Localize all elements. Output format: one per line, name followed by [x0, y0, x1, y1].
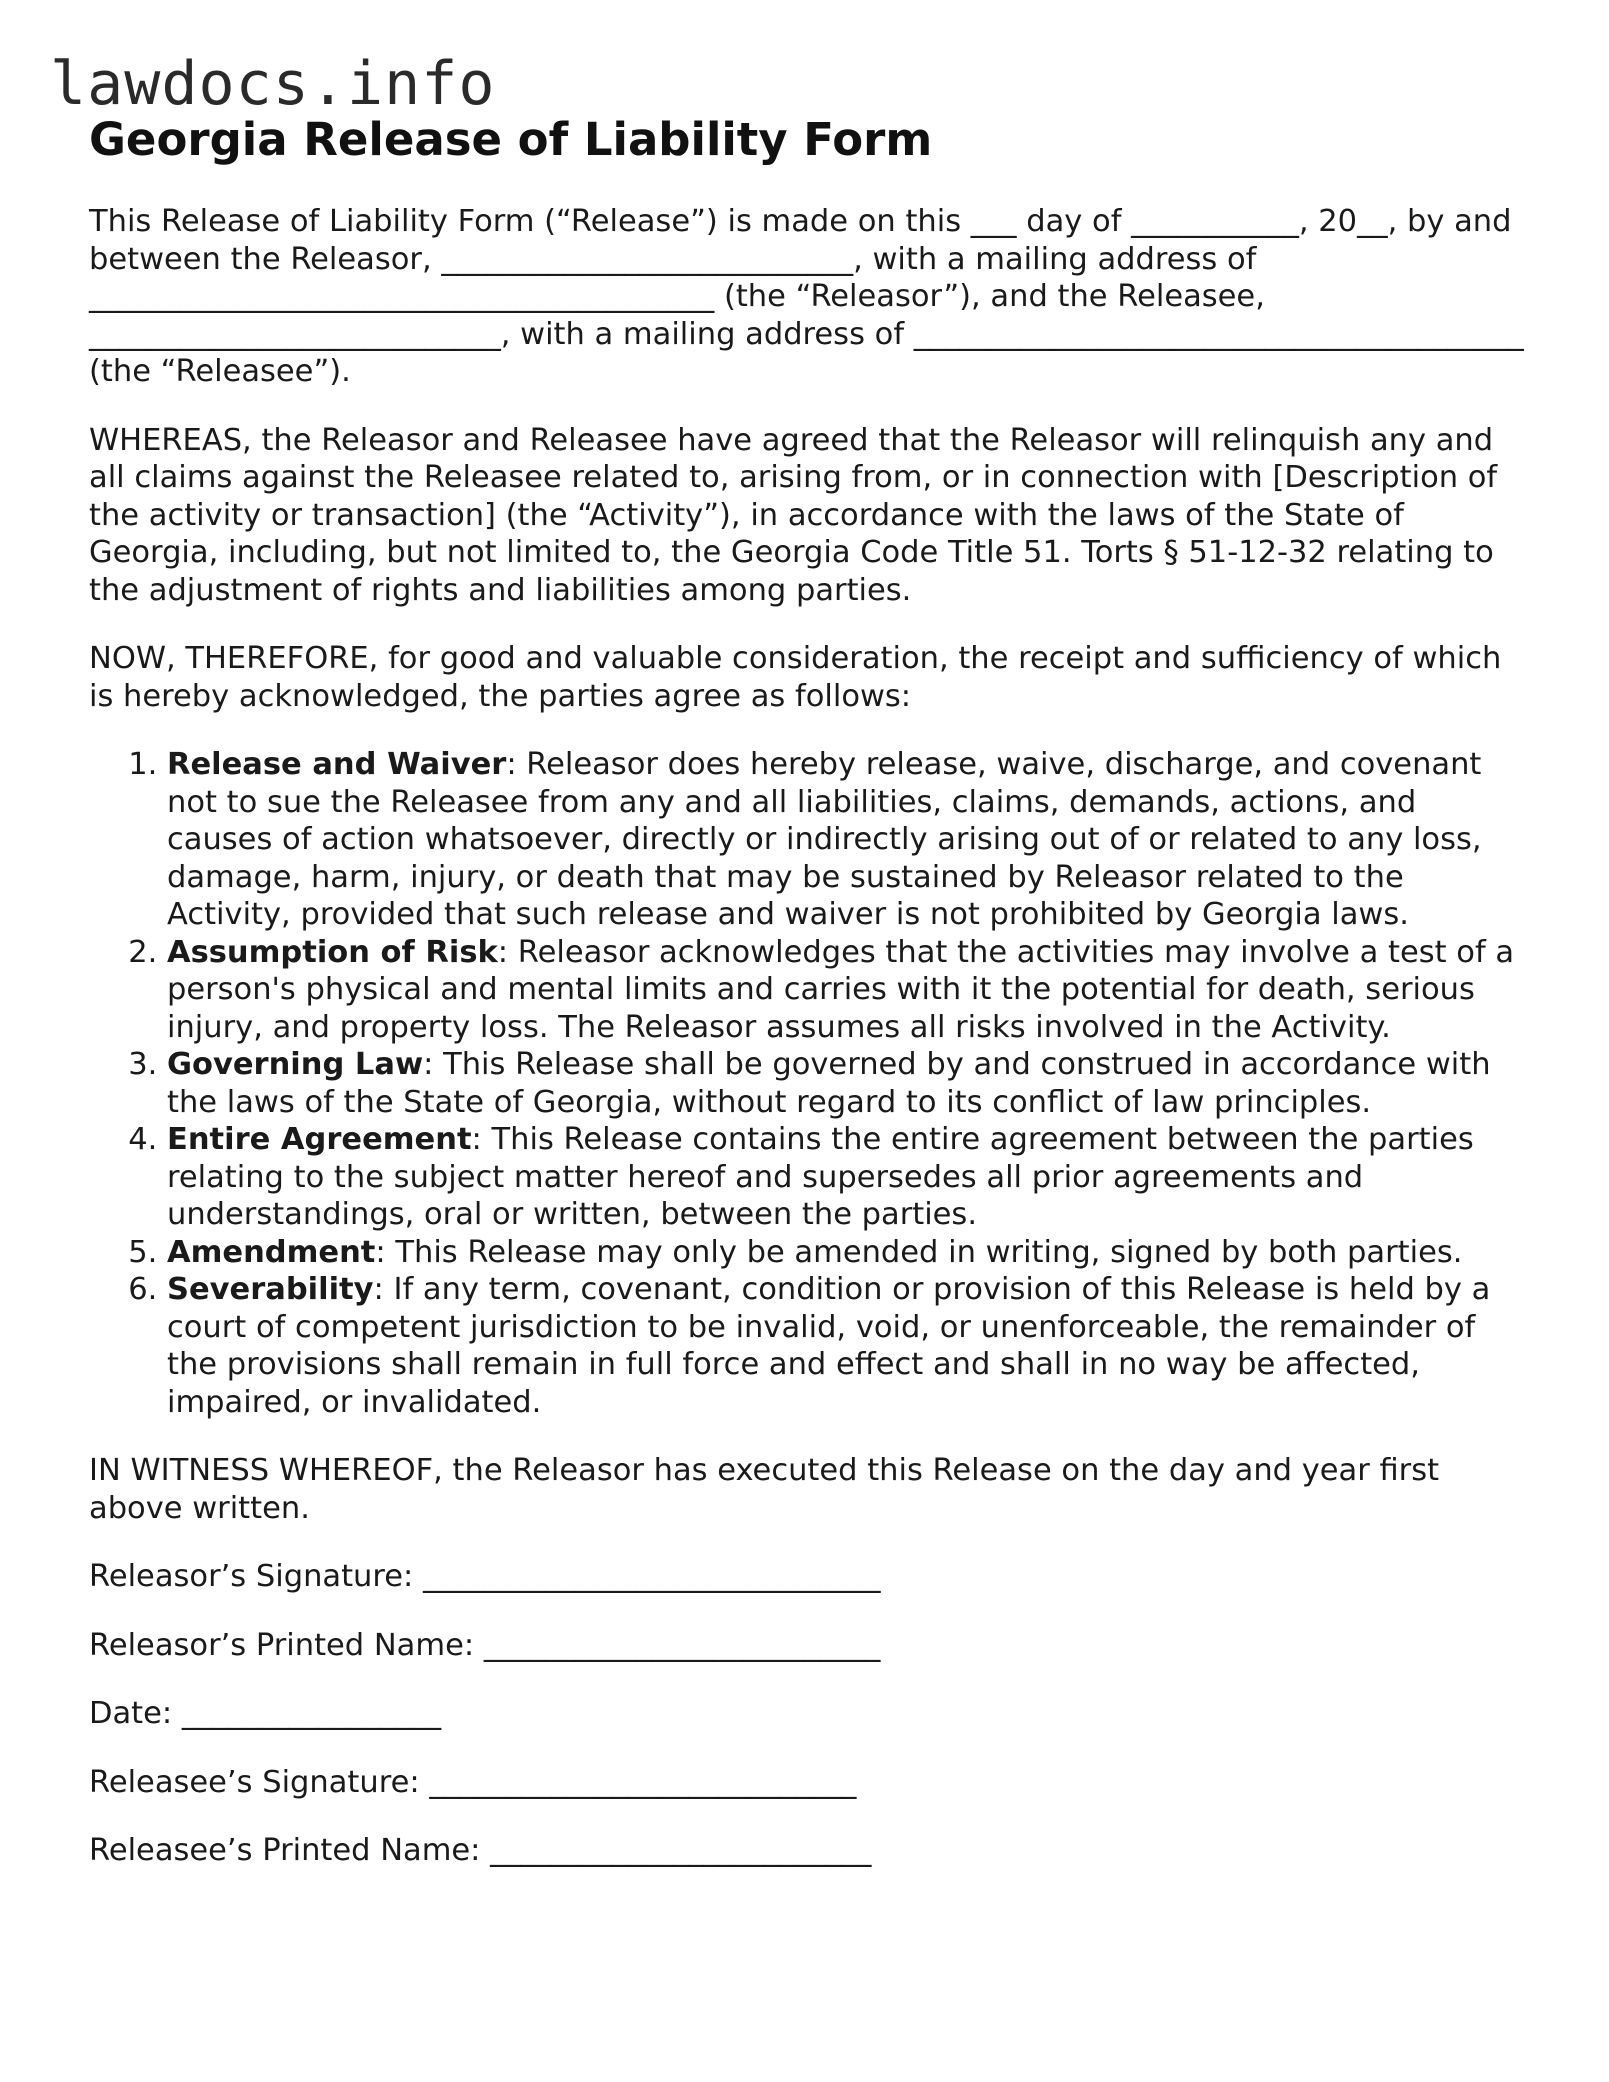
releasee-printed-name-line: Releasee’s Printed Name: _________________________ [89, 1833, 872, 1868]
date-line: Date: _________________ [89, 1696, 442, 1731]
clause-governing-law [167, 1046, 1529, 1121]
clause-entire-agreement [167, 1121, 1529, 1234]
clause-release-and-waiver [167, 746, 1529, 934]
clause-assumption-of-risk [167, 934, 1529, 1047]
whereas-paragraph: WHEREAS, the Releasor and Releasee have agreed that the Releasor will relinquish any and all claims against the Releasee related to, arising from, or in connection with [Description of the activity or transaction] (the “Activity”), in accordance with the laws of the State of Georgia, including, but not limited to, the Georgia Code Title 51. Torts § 51-12-32 relating to the adjustment of rights and liabilities among parties. [89, 422, 1498, 608]
clause-term: Severability [167, 1272, 374, 1307]
site-watermark: lawdocs.info [50, 49, 496, 119]
releasor-printed-name-line: Releasor’s Printed Name: __________________________ [89, 1627, 881, 1663]
clause-term: Amendment [167, 1234, 376, 1270]
clause-text: : Releasor acknowledges that the activities may involve a test of a person's physical and mental limits and carries with it the potential for death, serious injury, and property loss. The Releasor assumes all risks involved in the Activity. [167, 934, 1515, 1045]
releasor-signature-line: Releasor’s Signature: ______________________________ [89, 1559, 881, 1594]
clause-term: Release and Waiver [167, 747, 507, 782]
document-title: Georgia Release of Liability Form [89, 113, 933, 166]
clause-text: : This Release contains the entire agreement between the parties relating to the subject matter hereof and supersedes all prior agreements and understandings, oral or written, between the parties. [167, 1122, 1474, 1232]
now-therefore-paragraph: NOW, THEREFORE, for good and valuable consideration, the receipt and sufficiency of which is hereby acknowledged, the parties agree as follows: [89, 641, 1502, 714]
clause-text: : If any term, covenant, condition or provision of this Release is held by a court of competent jurisdiction to be invalid, void, or unenforceable, the remainder of the provisions shall remain in full force and effect and shall in no way be affected, impaired, or invalidated. [167, 1272, 1491, 1420]
clause-amendment [167, 1234, 1529, 1272]
releasee-signature-line: Releasee’s Signature: ____________________________ [89, 1764, 857, 1800]
clause-text: : This Release shall be governed by and construed in accordance with the laws of the State of Georgia, without regard to its conflict of law principles. [167, 1047, 1491, 1120]
clause-term: Entire Agreement [167, 1122, 472, 1157]
clause-term: Governing Law [167, 1047, 424, 1082]
clause-term: Assumption of Risk [167, 934, 498, 970]
clauses-list [89, 746, 1529, 1421]
witness-paragraph: IN WITNESS WHEREOF, the Releasor has executed this Release on the day and year first above written. [89, 1453, 1440, 1526]
intro-paragraph: This Release of Liability Form (“Release”) is made on this ___ day of ___________, 20__, by and between the Releasor, ___________________________, with a mailing address of _________________________________________ (the “Releasor”), and the Releasee, ___________________________, with a mailing address of ________________________________________ (the “Releasee”). [89, 204, 1524, 389]
clause-severability [167, 1271, 1529, 1421]
document-page [89, 108, 1529, 1870]
clause-text: : Releasor does hereby release, waive, discharge, and covenant not to sue the Releasee from any and all liabilities, claims, demands, actions, and causes of action whatsoever, directly or indirectly arising out of or related to any loss, damage, harm, injury, or death that may be sustained by Releasor related to the Activity, provided that such release and waiver is not prohibited by Georgia laws. [167, 747, 1482, 932]
clause-text: : This Release may only be amended in writing, signed by both parties. [375, 1234, 1463, 1270]
